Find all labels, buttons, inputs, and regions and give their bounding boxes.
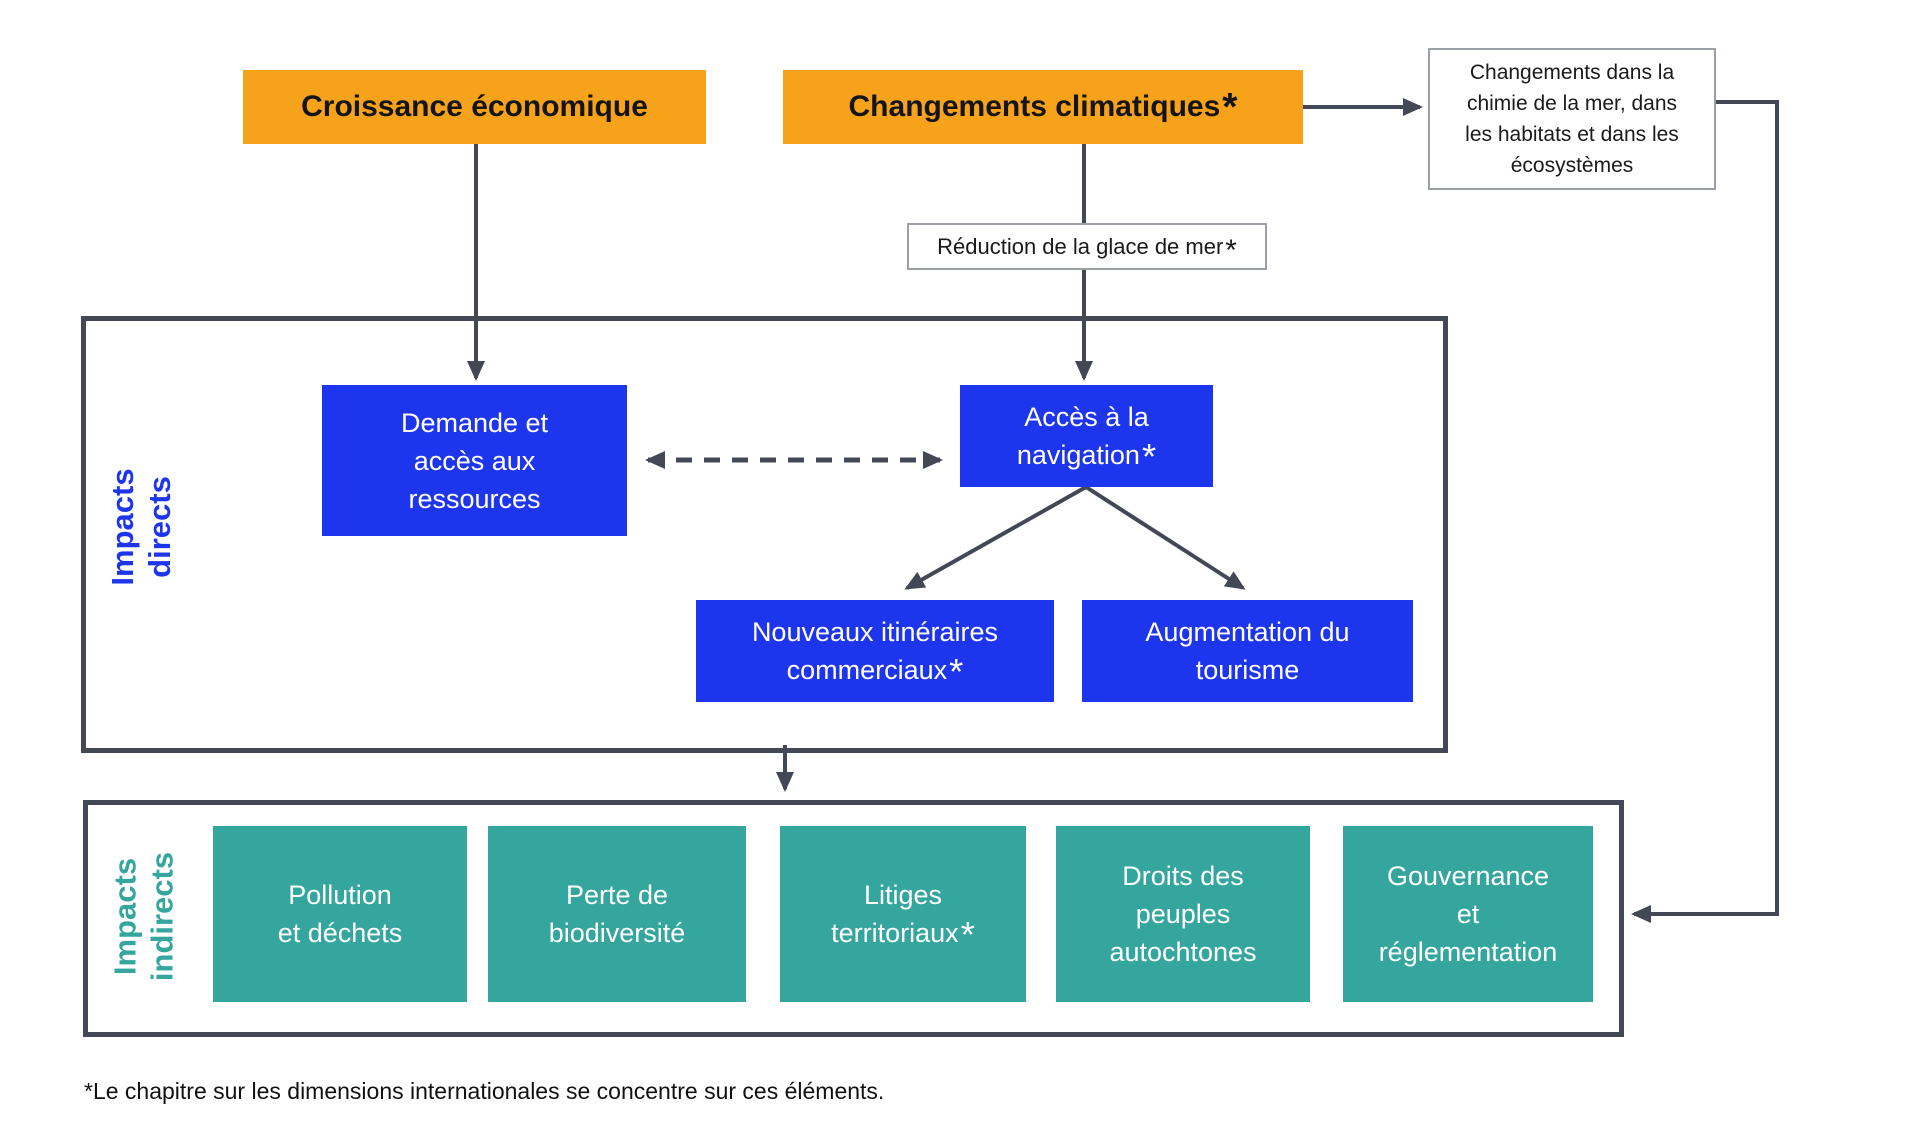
arrow-navigation-to-tourism: [1086, 487, 1243, 588]
node-pollution-waste: [213, 826, 467, 1002]
node-tourism-line2: tourisme: [1195, 655, 1300, 685]
node-sea-chemistry-line3: les habitats et dans les: [1465, 123, 1679, 146]
node-sea-chemistry-line2: chimie de la mer, dans: [1466, 92, 1678, 115]
node-trade-routes-line1: Nouveaux itinéraires: [751, 617, 999, 647]
arrow-navigation-to-trade-routes: [907, 487, 1086, 588]
node-territorial-line1: Litiges: [863, 880, 943, 910]
node-climate-change-label: Changements climatiques: [848, 90, 1221, 123]
node-tourism-increase: [1082, 600, 1413, 702]
node-biodiversity-loss: [488, 826, 746, 1002]
node-territorial-disputes: [780, 826, 1026, 1002]
node-navigation-line2: navigation: [1016, 440, 1140, 470]
node-resources-demand: [322, 385, 627, 536]
node-governance-regulation: [1343, 826, 1593, 1002]
asterisk: *: [960, 914, 975, 956]
node-biodiversity-line2: biodiversité: [548, 918, 686, 948]
node-trade-routes-line2: commerciaux: [786, 655, 948, 685]
section-indirect-impacts-label: [101, 844, 186, 990]
node-governance-line1: Gouvernance: [1386, 861, 1550, 891]
node-pollution-line1: Pollution: [288, 880, 392, 910]
node-trade-routes: [696, 600, 1054, 702]
node-resources-line1: Demande et: [400, 407, 549, 438]
node-territorial-line2: territoriaux: [831, 918, 959, 948]
section-direct-impacts-label: [103, 454, 179, 600]
node-biodiversity-line1: Perte de: [565, 880, 669, 910]
indirect-label-line2: indirects: [144, 851, 179, 982]
arrow-sea-chemistry-to-indirect-impacts: [1634, 102, 1777, 914]
node-climate-change: [783, 70, 1303, 144]
node-pollution-line2: et déchets: [277, 918, 403, 948]
node-economic-growth: [243, 70, 706, 144]
node-sea-chemistry: [1428, 48, 1716, 190]
node-indigenous-line3: autochtones: [1109, 937, 1257, 967]
direct-label-line1: Impacts: [105, 468, 140, 586]
node-economic-growth-label: Croissance économique: [301, 90, 648, 123]
node-navigation-access: [960, 385, 1213, 487]
node-indigenous-rights: [1056, 826, 1310, 1002]
node-governance-line3: réglementation: [1378, 937, 1558, 967]
node-sea-ice-reduction-label: Réduction de la glace de mer: [937, 233, 1224, 259]
node-indigenous-line1: Droits des: [1122, 861, 1244, 891]
node-sea-chemistry-line1: Changements dans la: [1469, 61, 1675, 84]
node-governance-line2: et: [1456, 899, 1480, 929]
node-resources-line2: accès aux: [413, 445, 536, 476]
direct-label-line2: directs: [142, 476, 177, 578]
indirect-label-line1: Impacts: [107, 857, 142, 976]
node-sea-chemistry-line4: écosystèmes: [1510, 154, 1634, 177]
footnote-text: *Le chapitre sur les dimensions internationales se concentre sur ces éléments.: [84, 1078, 885, 1104]
node-navigation-line1: Accès à la: [1024, 402, 1149, 432]
asterisk: *: [1222, 85, 1238, 129]
asterisk: *: [1141, 436, 1157, 478]
asterisk: *: [949, 651, 964, 693]
node-tourism-line1: Augmentation du: [1145, 617, 1350, 647]
node-resources-line3: ressources: [408, 483, 541, 514]
node-sea-ice-reduction: Réduction de la glace de mer *: [907, 223, 1267, 270]
node-indigenous-line2: peuples: [1135, 899, 1231, 929]
